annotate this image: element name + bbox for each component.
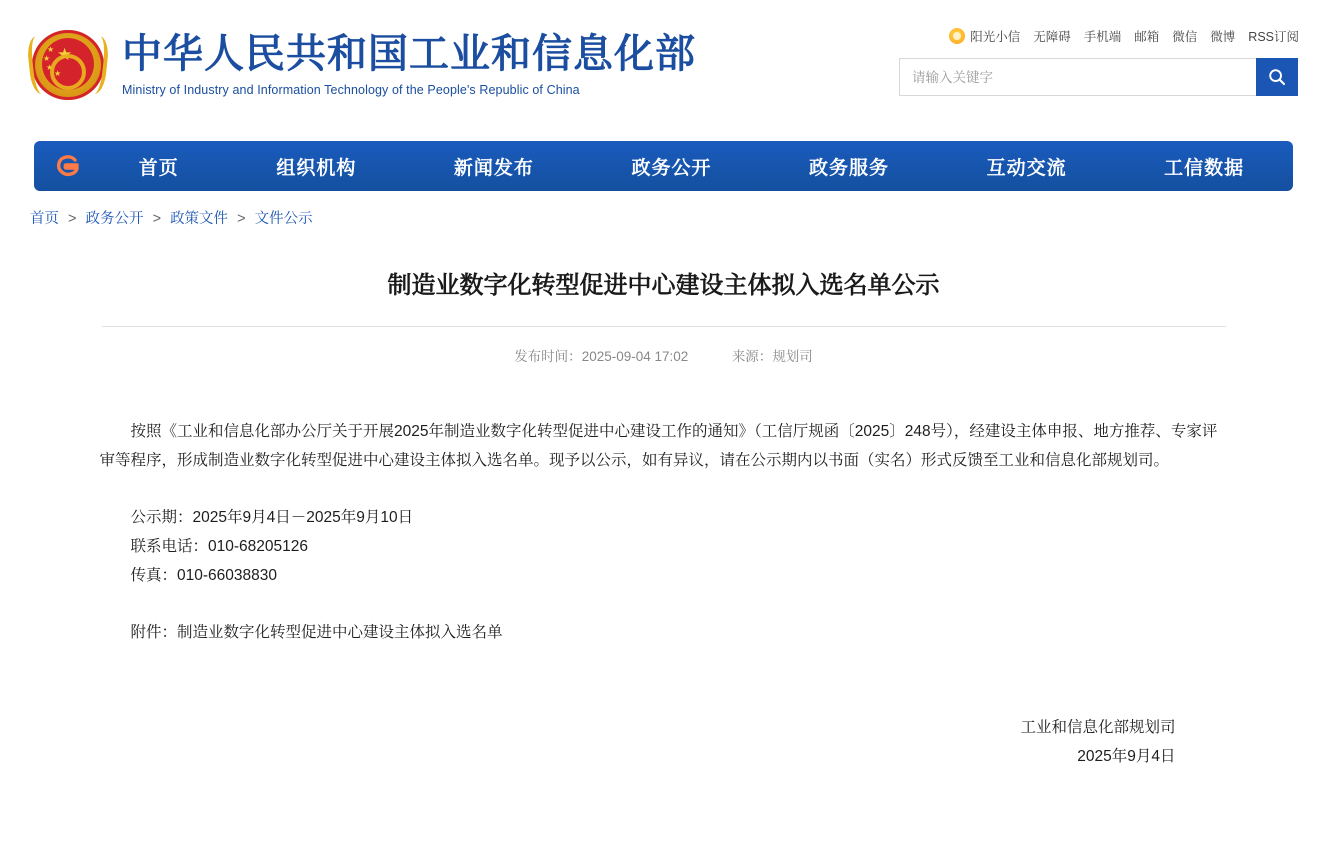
top-link-rss[interactable]: RSS订阅	[1248, 30, 1299, 44]
nav-item-government-services[interactable]: 政务服务	[809, 157, 890, 179]
nav-item-interaction[interactable]: 互动交流	[986, 157, 1067, 179]
nav-item-news[interactable]: 新闻发布	[453, 157, 534, 179]
nav-item-data[interactable]: 工信数据	[1164, 157, 1245, 179]
source-label: 来源：	[731, 349, 773, 364]
header-right	[899, 26, 1299, 96]
miit-e-logo-icon	[44, 151, 90, 181]
national-emblem-icon: ★ ★ ★ ★ ★	[28, 24, 108, 104]
breadcrumb-item-document-notice[interactable]: 文件公示	[254, 211, 313, 227]
breadcrumb-item-policy-documents[interactable]: 政策文件	[170, 211, 229, 227]
sunshine-icon	[949, 28, 965, 44]
top-link-mobile[interactable]: 手机端	[1083, 30, 1122, 44]
site-brand[interactable]	[28, 24, 696, 104]
site-title-cn: 中华人民共和国工业和信息化部	[122, 31, 696, 76]
publish-time-value: 2025-09-04 17:02	[581, 349, 689, 364]
notice-period: 公示期：2025年9月4日－2025年9月10日	[130, 509, 414, 526]
nav-item-home[interactable]: 首页	[138, 157, 179, 179]
article	[94, 258, 1234, 771]
top-links	[899, 26, 1299, 46]
publish-time-label: 发布时间：	[514, 349, 582, 364]
search-icon	[1268, 68, 1286, 86]
top-link-sunshine[interactable]: 阳光小信	[970, 30, 1021, 44]
top-link-weibo[interactable]: 微博	[1210, 30, 1236, 44]
nav-items	[90, 153, 1293, 180]
search-bar	[899, 58, 1298, 96]
article-body	[94, 417, 1234, 771]
breadcrumb-separator: >	[237, 211, 246, 227]
top-link-accessibility[interactable]: 无障碍	[1033, 30, 1071, 44]
contact-fax: 传真：010-66038830	[130, 567, 277, 584]
search-input[interactable]	[899, 58, 1256, 96]
breadcrumb-separator: >	[152, 211, 162, 227]
search-button[interactable]	[1256, 58, 1298, 96]
breadcrumb-item-home[interactable]: 首页	[30, 211, 59, 227]
top-link-email[interactable]: 邮箱	[1134, 30, 1160, 44]
breadcrumb-separator: >	[68, 211, 77, 227]
contact-phone: 联系电话：010-68205126	[130, 538, 308, 555]
article-paragraph-1: 按照《工业和信息化部办公厅关于开展2025年制造业数字化转型促进中心建设工作的通知》（工信厅规函〔2025〕248号），经建设主体申报、地方推荐、专家评审等程序，形成制造业数字化转型促进中心建设主体拟入选名单。现予以公示，如有异议，请在公示期内以书面（实名）形式反馈至工业和信息化部规划司。	[99, 423, 1218, 469]
signature-org: 工业和信息化部规划司	[1020, 719, 1176, 736]
breadcrumb-item-government-affairs[interactable]: 政务公开	[85, 211, 144, 227]
main-nav	[34, 141, 1293, 191]
signature-block	[100, 713, 1228, 771]
top-link-wechat[interactable]: 微信	[1172, 30, 1198, 44]
site-title-en: Ministry of Industry and Information Technology of the People's Republic of China	[122, 83, 580, 97]
nav-item-organization[interactable]: 组织机构	[276, 157, 357, 179]
page-title: 制造业数字化转型促进中心建设主体拟入选名单公示	[387, 272, 940, 299]
article-meta	[94, 327, 1234, 365]
site-header	[0, 0, 1327, 141]
signature-date: 2025年9月4日	[1077, 748, 1176, 765]
source-value: 规划司	[772, 349, 813, 364]
attachment-line[interactable]: 附件：制造业数字化转型促进中心建设主体拟入选名单	[130, 624, 503, 641]
nav-item-government-affairs[interactable]: 政务公开	[631, 157, 712, 179]
breadcrumb	[30, 207, 1327, 228]
